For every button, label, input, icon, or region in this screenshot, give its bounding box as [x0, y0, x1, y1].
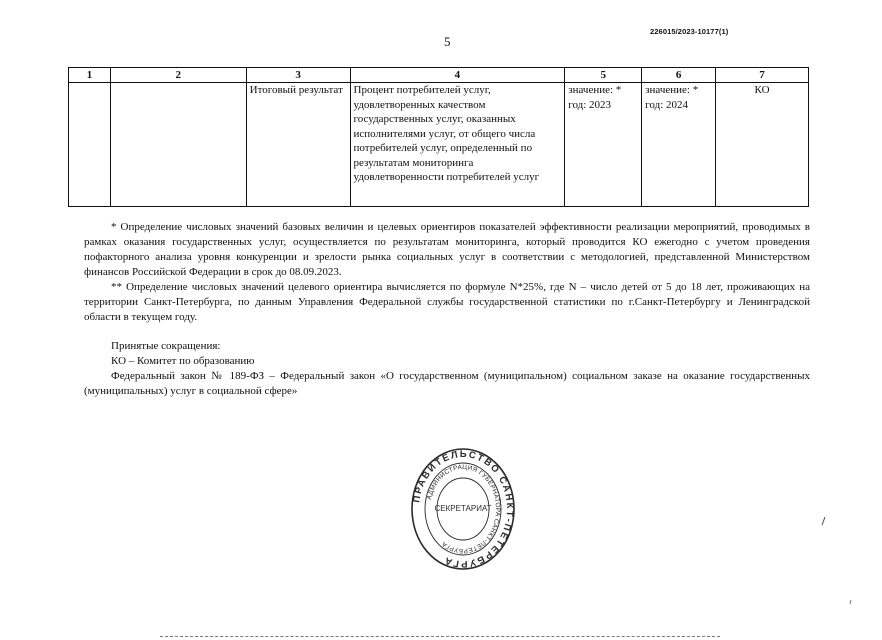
stamp-center-text: СЕКРЕТАРИАТ — [434, 504, 492, 513]
abbreviations-title: Принятые сокращения: — [111, 340, 221, 352]
column-header: 2 — [110, 68, 246, 83]
cell-activity — [110, 83, 246, 207]
footnote-2: ** Определение числовых значений целевого ориентира вычисляется по формуле N*25%, где N – число детей от 5 до 18 лет, проживающих на территории Санкт-Петербурга, по данным Управления Федеральной службы государственной статистики по г.Санкт-Петербургу и Ленинградской области в текущем году. — [84, 281, 810, 323]
stamp-inner-text: АДМИНИСТРАЦИЯ ГУБЕРНАТОРА САНКТ-ПЕТЕРБУРГА — [425, 463, 502, 555]
footnote-1: * Определение числовых значений базовых величин и целевых ориентиров показателей эффективности реализации мероприятий, проводимых в рамках оказания государственных услуг, осуществляется по результатам мониторинга, который проводится КО ежегодно с учетом проведения пофакторного анализа уровня конкуренции и зрелости рынка социальных услуг в соответствии с методологией, представленной Министерством финансов Российской Федерации в срок до 08.09.2023. — [84, 221, 810, 278]
abbreviation-law: Федеральный закон № 189-ФЗ – Федеральный закон «О государственном (муниципальном) социальном заказе на оказание государственных (муниципальных) услуг в социальной сфере» — [84, 370, 810, 397]
column-header: 4 — [350, 68, 565, 83]
cell-number — [69, 83, 111, 207]
cell-responsible: КО — [716, 83, 809, 207]
indicators-table — [68, 67, 809, 207]
column-header: 7 — [716, 68, 809, 83]
stamp-outer-text: ПРАВИТЕЛЬСТВО САНКТ-ПЕТЕРБУРГА — [411, 448, 515, 570]
scan-edge-line — [160, 636, 720, 637]
cell-value-2024: значение: * год: 2024 — [642, 83, 716, 207]
column-header: 1 — [69, 68, 111, 83]
abbreviation-ko: КО – Комитет по образованию — [111, 355, 255, 367]
footnotes — [84, 220, 810, 399]
page-number: 5 — [444, 34, 451, 49]
cell-value-2023: значение: * год: 2023 — [565, 83, 642, 207]
cell-result-type: Итоговый результат — [246, 83, 350, 207]
column-header: 3 — [246, 68, 350, 83]
column-header: 5 — [565, 68, 642, 83]
scan-mark — [848, 598, 854, 606]
column-header: 6 — [642, 68, 716, 83]
document-number: 226015/2023-10177(1) — [650, 27, 729, 36]
cell-indicator: Процент потребителей услуг, удовлетворенных качеством государственных услуг, оказанных исполнителями услуг, от общего числа потребителей услуг, определенный по результатам мониторинга удовлетворенности потребителей услуг — [350, 83, 565, 207]
scan-mark — [820, 515, 828, 527]
table-row — [69, 83, 809, 207]
table-header-row — [69, 68, 809, 83]
official-seal-stamp — [411, 447, 515, 571]
